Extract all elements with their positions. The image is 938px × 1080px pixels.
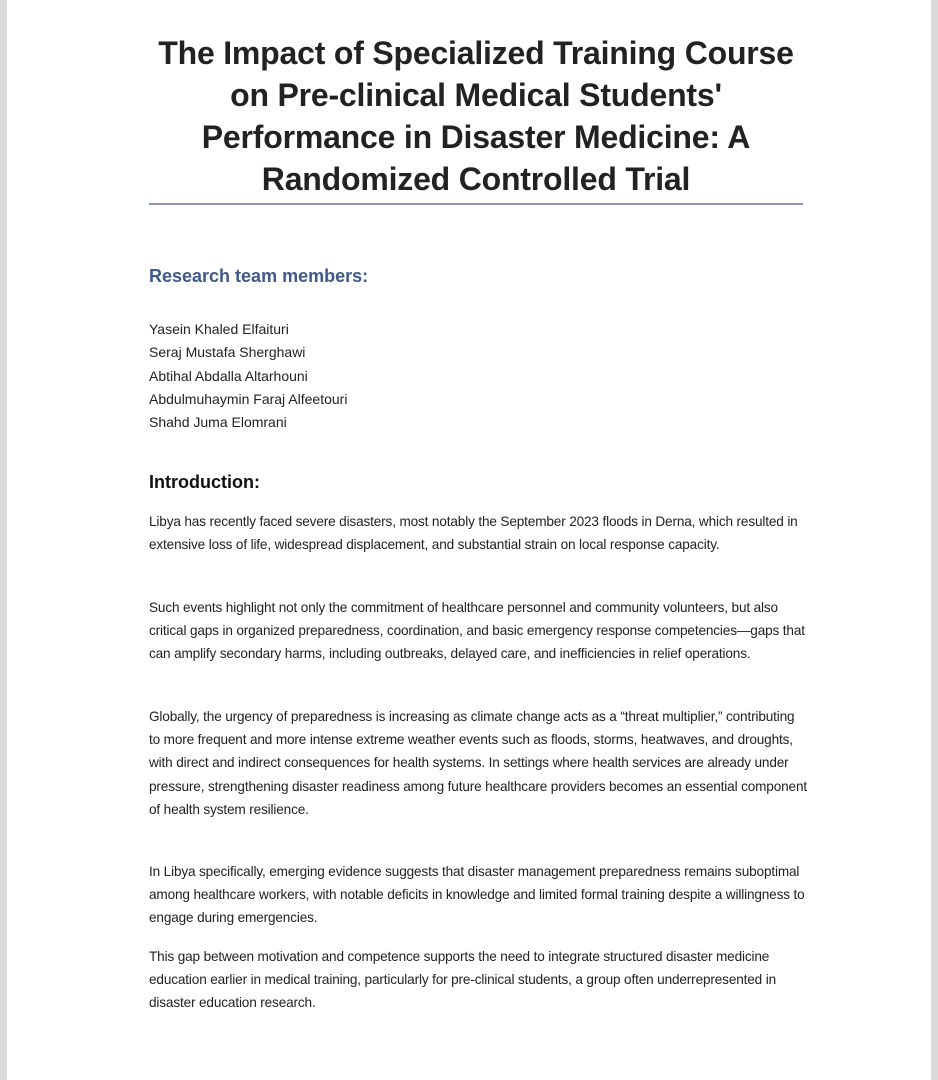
team-member: Yasein Khaled Elfaituri — [149, 321, 289, 337]
intro-paragraph-1: Libya has recently faced severe disasters, most notably the September 2023 floods in Derna, which resulted in extensive loss of life, widespread displacement, and substantial strain on local response capacity. — [149, 514, 798, 553]
intro-paragraph-5: This gap between motivation and competence supports the need to integrate structured disaster medicine education earlier in medical training, particularly for pre-clinical students, a group often underrepresented in disaster education research. — [149, 949, 776, 1011]
team-member: Shahd Juma Elomrani — [149, 414, 287, 431]
intro-paragraph-3: Globally, the urgency of preparedness is increasing as climate change acts as a “threat multiplier,” contributing to more frequent and more intense extreme weather events such as floods, storms, heatwaves, and droughts, with direct and indirect consequences for health systems. In settings where health services are already under pressure, strengthening disaster readiness among future healthcare providers becomes an essential component of health system resilience. — [149, 709, 807, 817]
introduction-heading: Introduction: — [149, 472, 260, 492]
team-member: Abdulmuhaymin Faraj Alfeetouri — [149, 390, 348, 407]
document-page — [7, 0, 931, 1080]
team-member: Abtihal Abdalla Altarhouni — [149, 367, 308, 384]
research-team-heading: Research team members: — [149, 266, 369, 286]
intro-paragraph-2: Such events highlight not only the commitment of healthcare personnel and community volunteers, but also critical gaps in organized preparedness, coordination, and basic emergency response competencies—gaps that can amplify secondary harms, including outbreaks, delayed care, and inefficiencies in relief operations. — [149, 600, 805, 662]
intro-paragraph-4: In Libya specifically, emerging evidence suggests that disaster management preparedness remains suboptimal among healthcare workers, with notable deficits in knowledge and limited formal training despite a willingness to engage during emergencies. — [149, 864, 805, 926]
document-title: The Impact of Specialized Training Course on Pre-clinical Medical Students' Performance in Disaster Medicine: A Randomized Controlled Trial — [158, 35, 794, 197]
research-team-list — [149, 318, 347, 434]
team-member: Seraj Mustafa Sherghawi — [149, 344, 306, 361]
title-divider — [149, 203, 803, 205]
